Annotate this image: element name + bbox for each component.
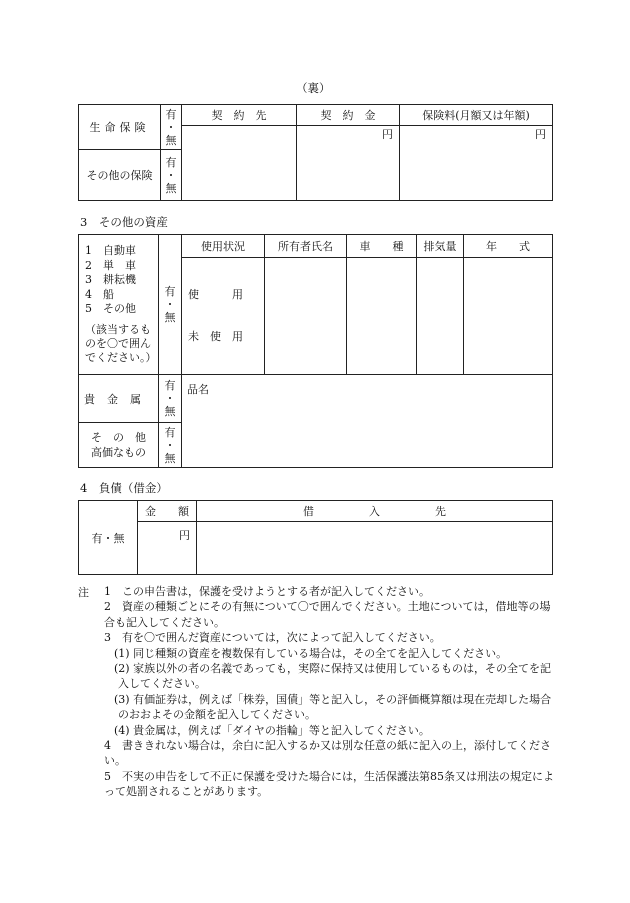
header-year: 年 式: [464, 235, 553, 258]
note-item: (2) 家族以外の者の名義であっても，実際に保持又は使用しているものは，その全てを記入してください。: [114, 662, 551, 691]
model-cell[interactable]: [347, 258, 417, 375]
insurance-table: [78, 104, 553, 201]
year-cell[interactable]: [464, 258, 553, 375]
note-item: 2 資産の種類ごとにその有無について〇で囲んでください。土地については，借地等の場合も記入してください。: [104, 600, 551, 629]
page-label: （裏）: [296, 81, 331, 95]
note-item: 4 書ききれない場合は，余白に記入するか又は別な任意の紙に記入の上，添付してください。: [104, 739, 551, 768]
life-insurance-flag[interactable]: 有 ・ 無: [161, 105, 182, 150]
other-valuables-flag[interactable]: 有 ・ 無: [159, 423, 182, 468]
contractor-cell[interactable]: [182, 126, 297, 201]
life-insurance-label: 生命保険: [79, 105, 161, 150]
other-insurance-label: その他の保険: [79, 150, 161, 201]
kikinzoku-flag[interactable]: 有 ・ 無: [159, 375, 182, 423]
header-amount: 金 額: [138, 501, 197, 522]
debt-flag[interactable]: 有・無: [79, 501, 138, 575]
header-keiyakusaki: 契 約 先: [182, 105, 297, 126]
usage-cell[interactable]: 使 用 未 使 用: [182, 258, 265, 375]
header-hokenryo: 保険料(月額又は年額): [400, 105, 553, 126]
note-item: 3 有を〇で囲んだ資産については，次によって記入してください。: [104, 631, 441, 645]
notes-head: 注: [78, 586, 89, 599]
lender-cell[interactable]: [197, 522, 553, 575]
note-item: 1 この申告書は，保護を受けようとする者が記入してください。: [104, 585, 430, 598]
note-item: (3) 有価証券は，例えば「株券，国債」等と記入し，その評価概算額は現在売却した場合のおおよその金額を記入してください。: [114, 692, 552, 722]
note-item: 5 不実の申告をして不正に保護を受けた場合には，生活保護法第85条又は刑法の規定によって処罰されることがあります。: [104, 769, 554, 799]
vehicle-note: （該当するものを〇で囲んでください。）: [85, 322, 157, 364]
vehicle-flag[interactable]: 有 ・ 無: [159, 235, 182, 375]
hinmei-cell[interactable]: [182, 375, 553, 468]
header-displacement: 排気量: [417, 235, 464, 258]
header-owner: 所有者氏名: [265, 235, 347, 258]
header-model: 車 種: [347, 235, 417, 258]
other-insurance-flag[interactable]: 有 ・ 無: [161, 150, 182, 201]
hinmei-label: 品名: [187, 383, 209, 396]
displacement-cell[interactable]: [417, 258, 464, 375]
header-lender: 借 入 先: [197, 501, 553, 522]
premium-cell[interactable]: 円: [400, 126, 553, 201]
section4-title: 4 負債（借金）: [80, 481, 168, 495]
header-keiyakukin: 契 約 金: [297, 105, 400, 126]
kikinzoku-label: 貴金属: [79, 375, 159, 423]
contract-amount-cell[interactable]: 円: [297, 126, 400, 201]
note-item: (4) 貴金属は，例えば「ダイヤの指輪」等と記入してください。: [114, 723, 430, 737]
header-usage: 使用状況: [182, 235, 265, 258]
section3-title: 3 その他の資産: [80, 215, 168, 229]
note-item: (1) 同じ種類の資産を複数保有している場合は，その全てを記入してください。: [114, 646, 508, 660]
other-valuables-label: そ の 他 高価なもの: [79, 423, 159, 468]
vehicle-list: 1 自動車 2 単 車 3 耕耘機 4 船 5 その他 （該当するものを〇で囲んでください。）: [79, 235, 159, 375]
debt-amount-cell[interactable]: 円: [138, 522, 197, 575]
notes-list: [104, 584, 554, 800]
assets-table: [78, 234, 553, 468]
debt-table: [78, 500, 553, 575]
owner-cell[interactable]: [265, 258, 347, 375]
